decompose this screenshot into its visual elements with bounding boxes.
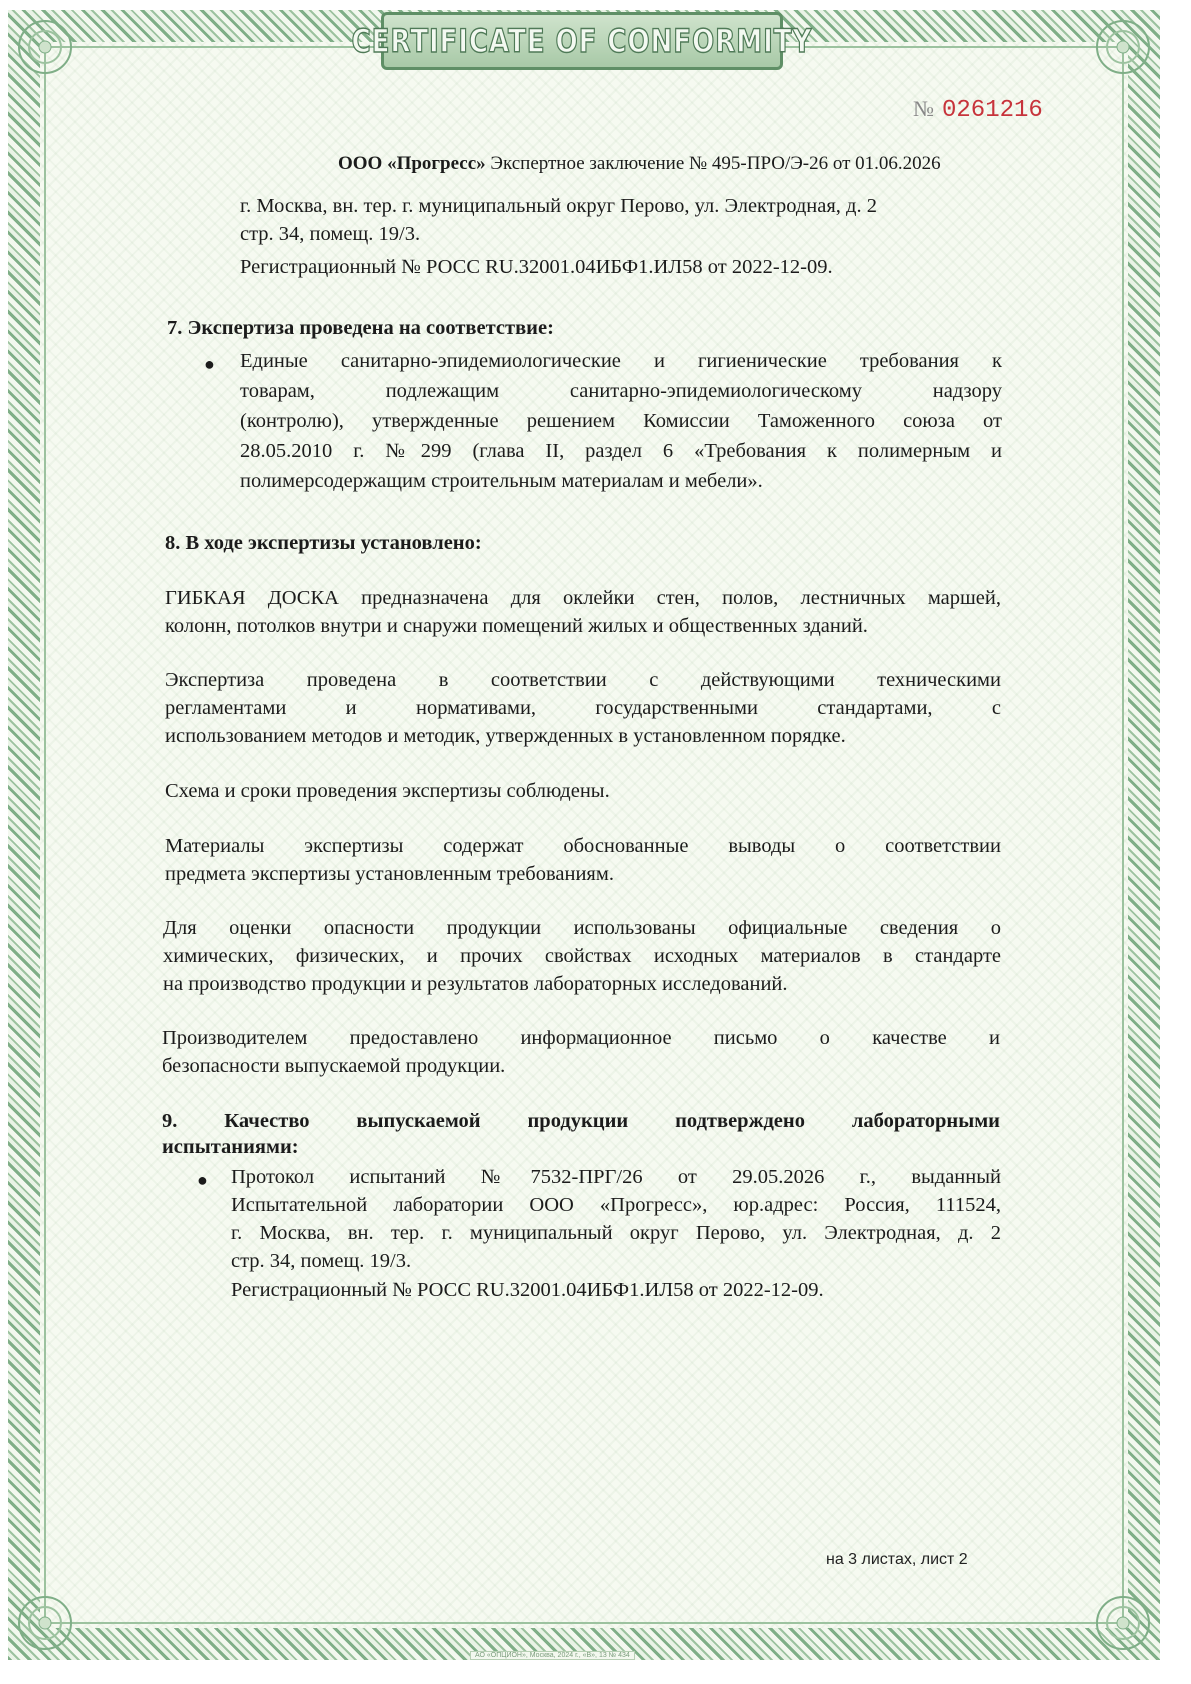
section7-heading: 7. Экспертиза проведена на соответствие:: [167, 317, 554, 339]
certificate-number: [913, 96, 1043, 124]
section8-heading: 8. В ходе экспертизы установлено:: [165, 532, 482, 554]
address-line-2: стр. 34, помещ. 19/3.: [240, 223, 421, 245]
header-line: [338, 150, 941, 178]
section9-line-3: г. Москва, вн. тер. г. муниципальный округ Перово, ул. Электродная, д. 2: [231, 1222, 1001, 1244]
section8-para6-line1: Производителем предоставлено информационное письмо о качестве и: [162, 1027, 1000, 1049]
page-counter: на 3 листах, лист 2: [826, 1551, 968, 1568]
section9-line-1: Протокол испытаний №7532-ПРГ/26 от 29.05.2026 г., выданный: [231, 1166, 1001, 1188]
section8-para2-line3: использованием методов и методик, утвержденных в установленном порядке.: [165, 725, 846, 747]
bullet-icon: ●: [197, 1170, 208, 1190]
section7-line-4: 28.05.2010 г. №299 (глава II, раздел 6 «Требования к полимерным и: [240, 440, 1002, 462]
bullet-icon: ●: [204, 354, 215, 374]
section8-para1-line2: колонн, потолков внутри и снаружи помещений жилых и общественных зданий.: [165, 615, 868, 637]
number-prefix: №: [913, 96, 934, 121]
section8-para6-line2: безопасности выпускаемой продукции.: [162, 1055, 506, 1077]
section7-line-1: Единые санитарно-эпидемиологические и гигиенические требования к: [240, 350, 1002, 372]
section9-heading-line1: 9. Качество выпускаемой продукции подтверждено лабораторными: [162, 1110, 1000, 1132]
section8-para2-line2: регламентами и нормативами, государственными стандартами, с: [165, 697, 1001, 719]
address-line-1: г. Москва, вн. тер. г. муниципальный округ Перово, ул. Электродная, д. 2: [240, 195, 877, 217]
section9-line-5: Регистрационный № РОСС RU.32001.04ИБФ1.ИЛ58 от 2022-12-09.: [231, 1279, 824, 1301]
number-value: 0261216: [942, 97, 1043, 124]
section7-line-3: (контролю), утвержденные решением Комиссии Таможенного союза от: [240, 410, 1002, 432]
certificate-title-banner: [351, 12, 813, 70]
section8-para2-line1: Экспертиза проведена в соответствии с действующими техническими: [165, 669, 1001, 691]
header-org: ООО «Прогресс»: [338, 153, 486, 174]
section7-line-5: полимерсодержащим строительным материалам и мебели».: [240, 470, 763, 492]
header-conclusion: Экспертное заключение № 495-ПРО/Э-26 от 01.06.2026: [490, 153, 941, 174]
section8-para1-line1: ГИБКАЯ ДОСКА предназначена для оклейки стен, полов, лестничных маршей,: [165, 587, 1001, 609]
section8-para5-line3: на производство продукции и результатов лабораторных исследований.: [163, 973, 788, 995]
section8-para4-line1: Материалы экспертизы содержат обоснованные выводы о соответствии: [165, 835, 1001, 857]
section8-para5-line2: химических, физических, и прочих свойствах исходных материалов в стандарте: [163, 945, 1001, 967]
address-line-3: Регистрационный № РОСС RU.32001.04ИБФ1.ИЛ58 от 2022-12-09.: [240, 256, 833, 278]
section8-para3: Схема и сроки проведения экспертизы соблюдены.: [165, 780, 610, 802]
section9-line-2: Испытательной лаборатории ООО «Прогресс», юр.адрес: Россия, 111524,: [231, 1194, 1001, 1216]
printer-imprint: АО «ОПЦИОН», Москва, 2024 г., «В», 13 № 434: [470, 1651, 635, 1660]
certificate-title: CERTIFICATE OF CONFORMITY: [351, 22, 813, 60]
section9-line-4: стр. 34, помещ. 19/3.: [231, 1250, 412, 1272]
section7-line-2: товарам, подлежащим санитарно-эпидемиологическому надзору: [240, 380, 1002, 402]
section8-para4-line2: предмета экспертизы установленным требованиям.: [165, 863, 614, 885]
section9-heading-line2: испытаниями:: [162, 1136, 299, 1158]
section8-para5-line1: Для оценки опасности продукции использованы официальные сведения о: [163, 917, 1001, 939]
